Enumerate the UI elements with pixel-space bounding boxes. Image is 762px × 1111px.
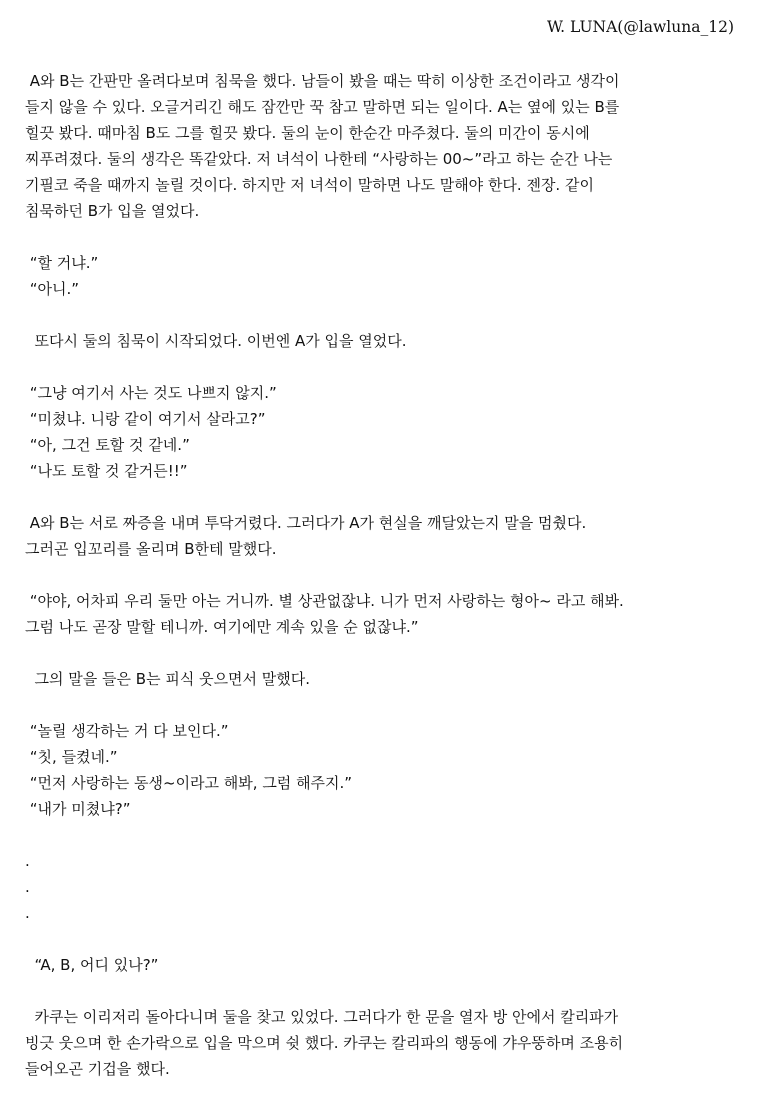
story-body — [25, 68, 741, 1082]
author-credit: W. LUNA(@lawluna_12) — [546, 18, 734, 36]
paragraph-gap — [25, 978, 741, 1004]
paragraph-gap — [25, 224, 741, 250]
paragraph-line: 찌푸려졌다. 둘의 생각은 똑같았다. 저 녀석이 나한테 “사랑하는 00~”라고 하는 순간 나는 — [25, 150, 613, 168]
paragraph-line: A와 B는 서로 짜증을 내며 투닥거렸다. 그러다가 A가 현실을 깨달았는지 말을 멈췄다. — [25, 514, 587, 532]
dialogue-line: “아, 그건 토할 것 같네.” — [25, 436, 190, 454]
dialogue-line: “칫, 들켰네.” — [25, 748, 118, 766]
paragraph-line: A와 B는 간판만 올려다보며 침묵을 했다. 남들이 봤을 때는 딱히 이상한 조건이라고 생각이 — [25, 72, 620, 90]
paragraph-line: 기필코 죽을 때까지 놀릴 것이다. 하지만 저 녀석이 말하면 나도 말해야 한다. 젠장. 같이 — [25, 176, 594, 194]
paragraph-line: 들지 않을 수 있다. 오글거리긴 해도 잠깐만 꾹 참고 말하면 되는 일이다. A는 옆에 있는 B를 — [25, 98, 620, 116]
dialogue-line: “먼저 사랑하는 동생~이라고 해봐, 그럼 해주지.” — [25, 774, 353, 792]
dialogue-line: “할 거냐.” — [25, 254, 99, 272]
paragraph-gap — [25, 926, 741, 952]
dialogue-line: 그럼 나도 곧장 말할 테니까. 여기에만 계속 있을 순 없잖냐.” — [25, 618, 419, 636]
paragraph-line: 힐끗 봤다. 때마침 B도 그를 힐끗 봤다. 둘의 눈이 한순간 마주쳤다. 둘의 미간이 동시에 — [25, 124, 590, 142]
paragraph-gap — [25, 692, 741, 718]
dialogue-line: “A, B, 어디 있나?” — [25, 956, 159, 974]
paragraph-line: 그의 말을 들은 B는 피식 웃으면서 말했다. — [25, 670, 311, 688]
separator-dot: . — [25, 852, 30, 870]
paragraph-line: 또다시 둘의 침묵이 시작되었다. 이번엔 A가 입을 열었다. — [25, 332, 407, 350]
paragraph-gap — [25, 302, 741, 328]
dialogue-line: “아니.” — [25, 280, 80, 298]
paragraph-line: 그러곤 입꼬리를 올리며 B한테 말했다. — [25, 540, 277, 558]
paragraph-gap — [25, 562, 741, 588]
paragraph-gap — [25, 640, 741, 666]
paragraph-line: 침묵하던 B가 입을 열었다. — [25, 202, 200, 220]
dialogue-line: “야야, 어차피 우리 둘만 아는 거니까. 별 상관없잖냐. 니가 먼저 사랑하는 형아~ 라고 해봐. — [25, 592, 624, 610]
dialogue-line: “내가 미쳤냐?” — [25, 800, 131, 818]
paragraph-gap — [25, 822, 741, 848]
separator-dot: . — [25, 878, 30, 896]
paragraph-line: 들어오곤 기겁을 했다. — [25, 1060, 170, 1078]
dialogue-line: “그냥 여기서 사는 것도 나쁘지 않지.” — [25, 384, 277, 402]
dialogue-line: “나도 토할 것 같거든!!” — [25, 462, 188, 480]
paragraph-line: 카쿠는 이리저리 돌아다니며 둘을 찾고 있었다. 그러다가 한 문을 열자 방 안에서 칼리파가 — [25, 1008, 619, 1026]
separator-dot: . — [25, 904, 30, 922]
paragraph-gap — [25, 354, 741, 380]
dialogue-line: “놀릴 생각하는 거 다 보인다.” — [25, 722, 229, 740]
paragraph-line: 빙긋 웃으며 한 손가락으로 입을 막으며 쉿 했다. 카쿠는 칼리파의 행동에 갸우뚱하며 조용히 — [25, 1034, 624, 1052]
paragraph-gap — [25, 484, 741, 510]
dialogue-line: “미쳤냐. 니랑 같이 여기서 살라고?” — [25, 410, 266, 428]
